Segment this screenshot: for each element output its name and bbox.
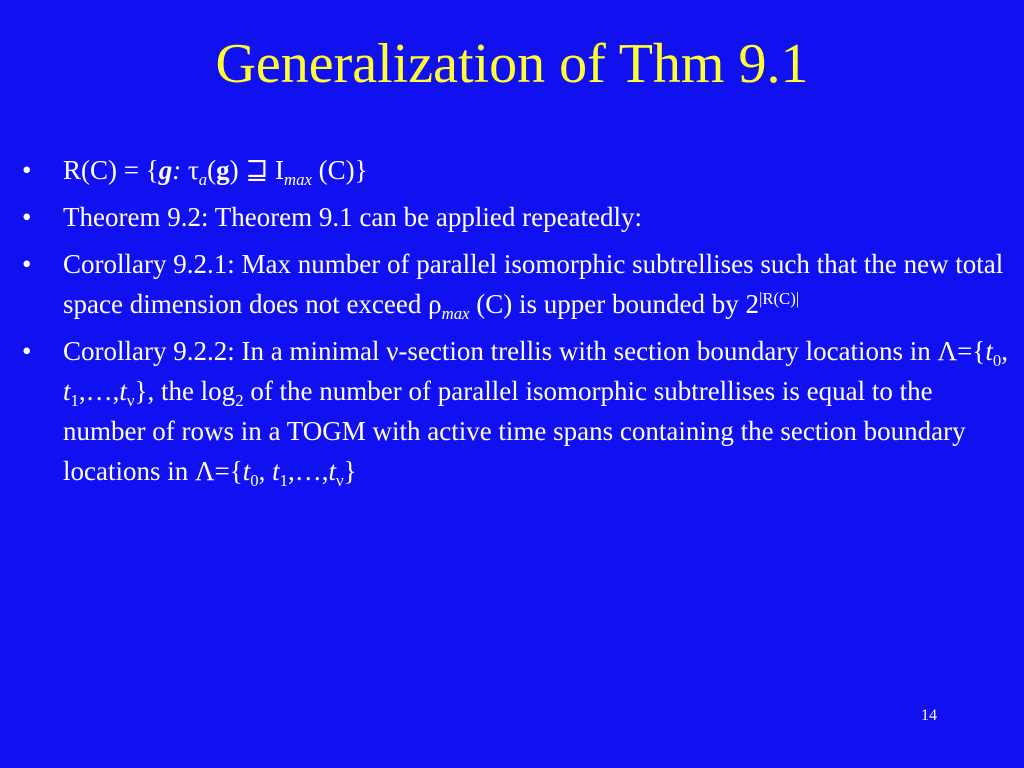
bullet-item-corollary-9-2-2 [22, 331, 1012, 491]
page-number: 14 [921, 707, 937, 724]
bullet-text: Corollary 9.2.2: In a minimal ν-section trellis with section boundary locations in $\Lambda=\{t_0$, $t_1,\dots,t_\nu$}, the $\log_2$ of the number of parallel isomorphic subtrellises is equal to the number of rows in a TOGM with active time spans containing the section boundary locations in $\Lambda=\{t_0$, $t_1,\dots,t_\nu$} [63, 336, 1008, 490]
bullet-text: R(C) = {g: $\tau_a(g)$ ⊒ $I_{max}$ (C)} [63, 155, 368, 189]
bullet-item-theorem-9-2 [22, 197, 1012, 237]
bullet-glyph: • [22, 155, 32, 185]
slide-title: Generalization of Thm 9.1 [215, 33, 809, 95]
bullet-text: Theorem 9.2: Theorem 9.1 can be applied repeatedly: [63, 202, 643, 232]
bullet-glyph: • [22, 202, 32, 232]
bullet-glyph: • [22, 336, 32, 366]
bullet-glyph: • [22, 249, 32, 279]
bullet-item-corollary-9-2-1 [22, 244, 1012, 324]
bullet-item-rc-definition [22, 150, 1012, 190]
bullet-text: Corollary 9.2.1: Max number of parallel isomorphic subtrellises such that the new total space dimension does not exceed $\rho_{max}$ (C) is upper bounded by $2^{|R(C)|}$ [63, 249, 1004, 323]
bullet-list [22, 150, 1012, 498]
